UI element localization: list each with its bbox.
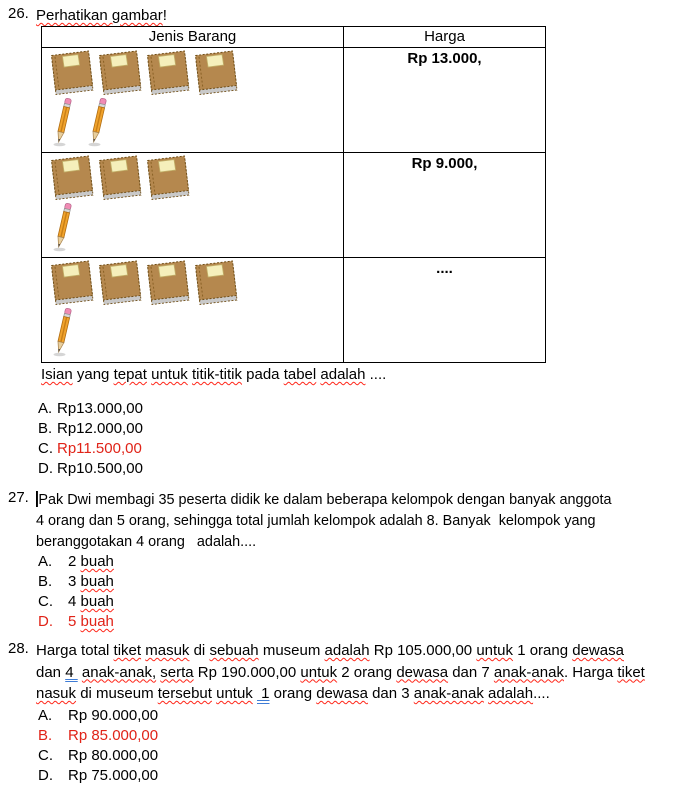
question-28-text (36, 640, 645, 705)
option-row (38, 552, 114, 572)
text-segment: masuk (145, 642, 190, 659)
text-segment: dewasa (316, 685, 368, 702)
text-segment: tersebut (157, 685, 212, 702)
option-text (68, 612, 114, 632)
text-segment: Rp 75.000,00 (68, 767, 159, 784)
text-cursor (36, 491, 37, 507)
option-text (57, 419, 143, 439)
notebook-icon (49, 260, 95, 305)
text-segment: 2 (68, 553, 81, 570)
text-segment: 4 (68, 593, 81, 610)
text-segment: Harga total (36, 642, 114, 659)
option-text (57, 459, 143, 479)
question-number: 28. (8, 640, 29, 657)
question-line (36, 640, 645, 662)
notebook-icon (97, 155, 143, 200)
text-segment: 2 orang (337, 663, 397, 681)
option-letter: D. (38, 460, 53, 477)
option-row (38, 459, 143, 479)
question-26-title (36, 5, 167, 26)
question-line (36, 510, 612, 531)
text-segment: beranggotakan 4 orang adalah.... (36, 533, 257, 550)
option-row (38, 746, 158, 766)
text-segment: nasuk (36, 685, 77, 702)
option-text (57, 399, 143, 419)
option-row (38, 399, 143, 419)
text-segment: pada (241, 366, 284, 383)
question-27-text (36, 489, 636, 552)
text-segment: buah (80, 593, 114, 610)
option-text (68, 726, 158, 746)
pencil-icon (53, 307, 73, 357)
text-segment: untuk (151, 366, 188, 383)
text-segment: Rp 190.000,00 (193, 663, 301, 681)
question-28 (8, 640, 645, 705)
question-number: 27. (8, 489, 29, 506)
notebook-row (42, 48, 343, 95)
notebook-icon (49, 50, 95, 95)
option-row (38, 706, 158, 726)
text-segment: anak-anak, (81, 663, 157, 681)
option-letter: D. (38, 767, 53, 784)
items-cell (42, 153, 344, 257)
text-segment: buah (80, 553, 114, 570)
text-segment: dan 3 (367, 685, 414, 702)
text-segment: orang (269, 685, 317, 702)
text-segment: Rp11.500,00 (57, 440, 142, 457)
notebook-row (42, 258, 343, 305)
pencil-row (42, 95, 343, 147)
text-segment: tiket (113, 642, 142, 659)
text-segment: 5 (68, 613, 81, 630)
question-line (36, 489, 612, 510)
notebook-icon (145, 50, 191, 95)
text-segment: .... (365, 366, 387, 383)
table-row (42, 152, 545, 257)
text-segment: dewasa (572, 642, 624, 659)
option-text (68, 746, 158, 766)
option-row (38, 612, 114, 632)
option-letter: B. (38, 727, 53, 744)
option-text (57, 439, 142, 459)
text-segment: Isian (41, 366, 73, 383)
notebook-icon (193, 260, 239, 305)
table-header-row (42, 27, 545, 48)
text-segment: dan 7 (448, 663, 494, 681)
question-26-header (8, 5, 167, 26)
option-letter: D. (38, 613, 53, 630)
text-segment: Rp 80.000,00 (68, 747, 159, 764)
price-cell: Rp 9.000, (411, 155, 478, 172)
text-segment: .... (533, 685, 550, 702)
option-letter: C. (38, 593, 53, 610)
option-text (68, 572, 114, 592)
notebook-icon (97, 260, 143, 305)
text-segment: dan (36, 663, 66, 681)
text-segment: di (189, 642, 210, 659)
question-line (36, 662, 645, 684)
text-segment: tiket (617, 663, 645, 681)
notebook-icon (97, 50, 143, 95)
text-segment: 1 (256, 685, 270, 702)
option-letter: A. (38, 553, 53, 570)
notebook-icon (145, 260, 191, 305)
option-letter: B. (38, 573, 53, 590)
text-segment: buah (80, 573, 114, 590)
text-segment: Rp 85.000,00 (68, 727, 159, 744)
question-26-options (38, 399, 143, 479)
text-segment: Rp12.000,00 (57, 420, 143, 437)
option-row (38, 766, 158, 786)
text-segment: 4 (65, 663, 78, 681)
question-line (36, 531, 612, 552)
items-cell (42, 48, 344, 152)
text-segment: sebuah (209, 642, 259, 659)
text-segment: untuk (476, 642, 514, 659)
option-row (38, 592, 114, 612)
text-segment: untuk (300, 663, 338, 681)
text-segment: buah (80, 613, 114, 630)
price-table (41, 26, 546, 363)
option-row (38, 572, 114, 592)
text-segment: yang (72, 366, 114, 383)
price-cell: .... (436, 260, 453, 277)
text-segment: Rp10.500,00 (57, 460, 143, 477)
notebook-icon (49, 155, 95, 200)
table-row (42, 48, 545, 152)
notebook-icon (145, 155, 191, 200)
text-segment: anak-anak (413, 685, 484, 702)
column-header-harga: Harga (424, 28, 465, 45)
text-segment: titik-titik (191, 366, 242, 383)
text-segment: 4 orang dan 5 orang, sehingga total jumlah kelompok adalah 8. Banyak kelompok yang (36, 512, 596, 529)
option-letter: C. (38, 440, 53, 457)
text-segment: Rp 105.000,00 (369, 642, 477, 659)
text-segment: anak-anak (493, 663, 564, 681)
text-segment: Rp 90.000,00 (68, 707, 159, 724)
text-segment: Pak Dwi membagi 35 peserta didik ke dalam beberapa kelompok dengan banyak anggota (38, 491, 612, 508)
pencil-icon (88, 97, 108, 147)
question-line (36, 683, 645, 705)
text-segment: 1 orang (513, 642, 573, 659)
text-segment: serta (160, 663, 194, 681)
option-row (38, 726, 158, 746)
option-letter: A. (38, 707, 53, 724)
option-text (68, 592, 114, 612)
option-row (38, 419, 143, 439)
option-row (38, 439, 143, 459)
option-text (68, 766, 158, 786)
option-letter: C. (38, 747, 53, 764)
option-letter: B. (38, 420, 53, 437)
items-cell (42, 258, 344, 362)
notebook-row (42, 153, 343, 200)
text-segment: adalah (320, 366, 366, 383)
question-27 (8, 489, 636, 552)
pencil-row (42, 200, 343, 252)
table-row (42, 257, 545, 362)
text-segment: adalah (324, 642, 370, 659)
text-segment: . Harga (563, 663, 618, 681)
pencil-icon (53, 202, 73, 252)
text-segment: tabel (283, 366, 317, 383)
pencil-row (42, 305, 343, 357)
question-26-prompt (41, 364, 386, 385)
text-segment: 3 (68, 573, 81, 590)
column-header-jenis-barang: Jenis Barang (42, 27, 344, 47)
question-27-options (38, 552, 114, 632)
option-text (68, 706, 158, 726)
text-segment: adalah (488, 685, 534, 702)
price-cell: Rp 13.000, (407, 50, 482, 67)
table-body (42, 48, 545, 362)
pencil-icon (53, 97, 73, 147)
text-segment: di museum (76, 685, 158, 702)
text-segment: dewasa (396, 663, 449, 681)
text-segment: untuk (216, 685, 253, 702)
text-segment: ! (162, 7, 167, 24)
text-segment: museum (258, 642, 325, 659)
question-28-options (38, 706, 158, 786)
option-text (68, 552, 114, 572)
question-number: 26. (8, 5, 29, 22)
text-segment: Perhatikan gambar (36, 7, 163, 24)
text-segment: Rp13.000,00 (57, 400, 143, 417)
text-segment: tepat (113, 366, 147, 383)
option-letter: A. (38, 400, 53, 417)
notebook-icon (193, 50, 239, 95)
